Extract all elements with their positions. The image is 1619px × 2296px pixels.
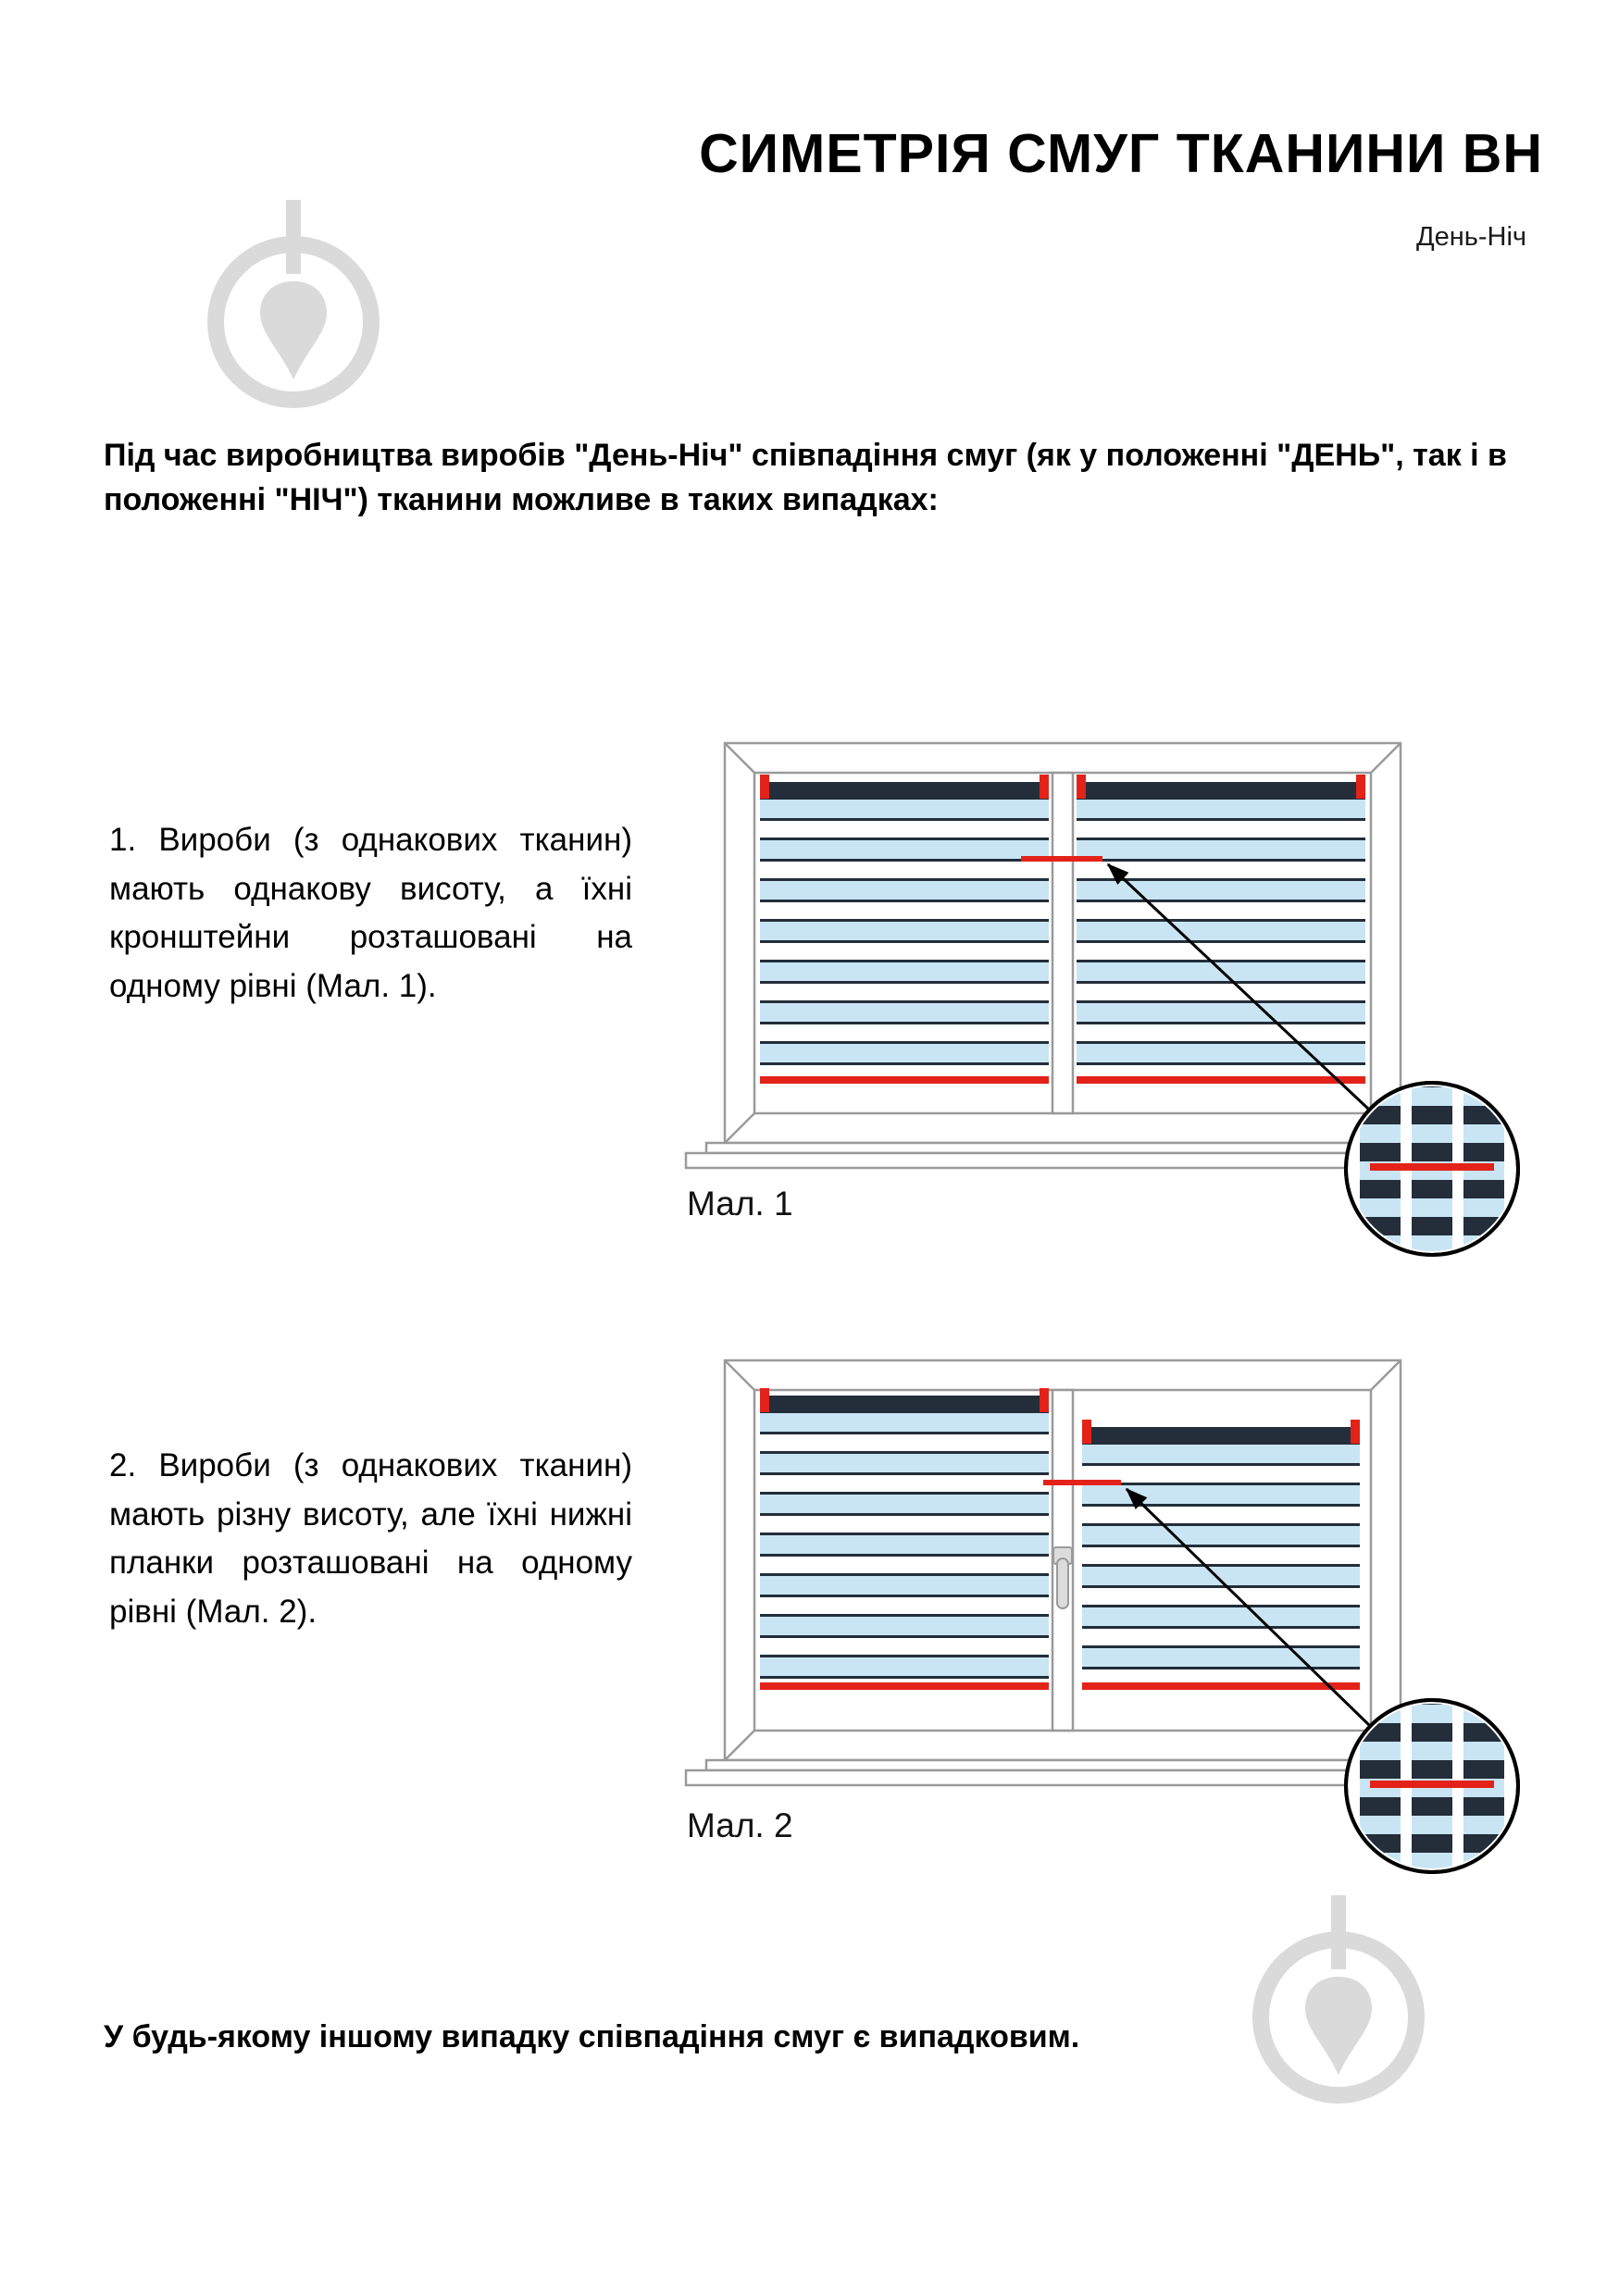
- stripe-alignment-mark: [1021, 856, 1102, 862]
- mounting-bracket: [1040, 775, 1049, 799]
- mounting-bracket: [760, 775, 769, 799]
- plumb-bob: [1305, 1977, 1372, 2075]
- window-mullion: [1052, 773, 1073, 1113]
- mounting-bracket: [1351, 1420, 1360, 1444]
- plumb-bob-logo-icon: [1242, 1895, 1435, 2116]
- bottom-slat: [1077, 1076, 1365, 1084]
- left-blind: [760, 775, 1049, 1084]
- stripe-alignment-mark: [1043, 1480, 1121, 1485]
- bottom-slat: [760, 1076, 1049, 1084]
- mounting-bracket: [1356, 775, 1365, 799]
- aligned-stripe-line: [1370, 1781, 1494, 1788]
- mounting-bracket: [1082, 1420, 1091, 1444]
- bottom-slat: [760, 1682, 1049, 1690]
- page-title: СИМЕТРІЯ СМУГ ТКАНИНИ ВН: [699, 123, 1543, 184]
- figure-1-diagram: [680, 736, 1527, 1268]
- window-sill: [686, 1143, 1432, 1168]
- footer-note: У будь-якому іншому випадку співпадіння смуг є випадковим.: [104, 2019, 1080, 2054]
- bottom-slat: [1082, 1682, 1360, 1690]
- intro-paragraph: Під час виробництва виробів "День-Ніч" співпадіння смуг (як у положенні "ДЕНЬ", так і в положенні "НІЧ") тканини можливе в таких випадках:: [104, 438, 1507, 518]
- aligned-stripe-line: [1370, 1163, 1494, 1171]
- zoom-lens: [1345, 1082, 1519, 1256]
- figure-2-caption: Мал. 2: [687, 1806, 793, 1844]
- case-2-text: 2. Вироби (з однакових тканин) мають різну висоту, але їхні нижні планки розташовані на одному рівні (Мал. 2).: [109, 1447, 632, 1630]
- zoom-lens: [1345, 1699, 1519, 1873]
- right-blind: [1082, 1420, 1360, 1690]
- mounting-bracket: [1040, 1388, 1049, 1412]
- window-sill: [686, 1760, 1432, 1785]
- case-1-text: 1. Вироби (з однакових тканин) мають однакову висоту, а їхні кронштейни розташовані на одному рівні (Мал. 1).: [109, 822, 632, 1004]
- plumb-bob: [260, 281, 327, 379]
- figure-2-diagram: [680, 1353, 1527, 1885]
- mounting-bracket: [760, 1388, 769, 1412]
- mounting-bracket: [1077, 775, 1086, 799]
- figure-1-caption: Мал. 1: [687, 1185, 793, 1222]
- right-blind: [1077, 775, 1365, 1084]
- page-subtitle: День-Ніч: [1415, 222, 1526, 252]
- window-handle: [1053, 1547, 1072, 1608]
- plumb-bob-logo-icon: [197, 200, 390, 420]
- left-blind: [760, 1388, 1049, 1690]
